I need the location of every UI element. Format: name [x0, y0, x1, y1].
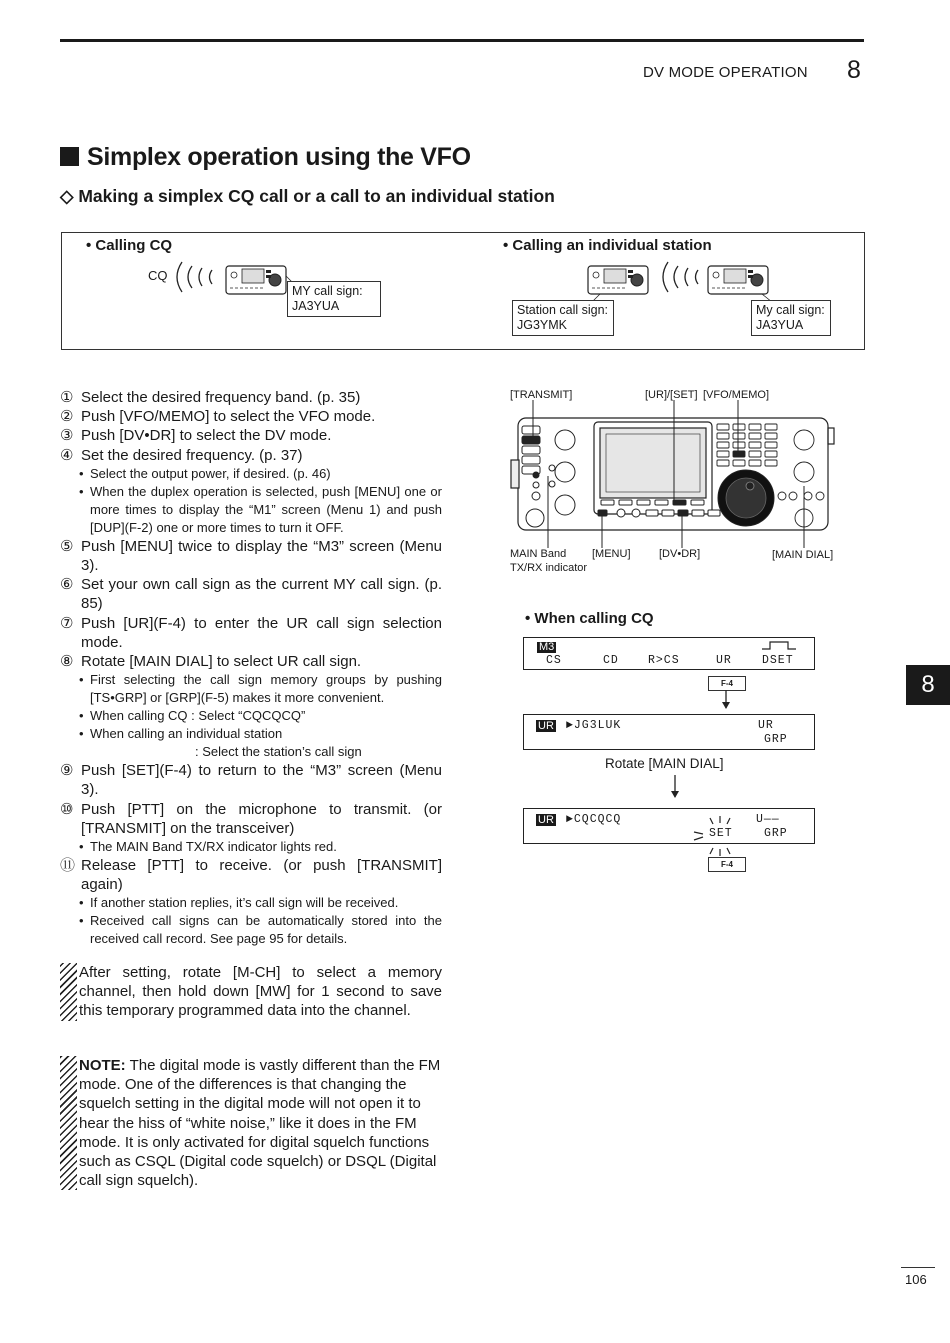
- lcd-m3-screen: [523, 637, 815, 670]
- label-ur-set: [UR]/[SET]: [645, 389, 698, 401]
- lcd-item-cs: CS: [546, 654, 562, 667]
- note-label: NOTE:: [79, 1057, 126, 1074]
- step-note-text: When calling an individual station: [90, 726, 283, 742]
- calling-cq-label: • Calling CQ: [86, 237, 173, 254]
- step-number: ③: [60, 427, 74, 445]
- lcd-cq-tag: UR: [538, 814, 554, 826]
- step-text: Release [PTT] to receive. (or push [TRANSMIT] again): [81, 857, 442, 894]
- step-note: [60, 671, 442, 707]
- label-menu: [MENU]: [592, 548, 631, 560]
- transceiver-icon: [588, 266, 648, 294]
- calling-individual-label: • Calling an individual station: [503, 237, 712, 254]
- station-call-sign-box: [512, 300, 614, 336]
- header-chapter: 8: [847, 56, 861, 84]
- step-note: [60, 912, 442, 948]
- page-number: 106: [905, 1272, 927, 1287]
- note-body: The digital mode is vastly different than the FM mode. One of the differences is that changing the squelch setting in the digital mode will not open it to hear the hiss of “white noise,” like it does in the FM mode. It is only activated for digital squelch functions such as CSQL (Digital code squelch) or DSQL (Digital call sign squelch).: [79, 1057, 441, 1190]
- transceiver-front-panel: [508, 400, 838, 550]
- procedure-steps: [60, 388, 442, 948]
- bullet-icon: •: [79, 726, 84, 742]
- step-note: [60, 743, 442, 761]
- lcd-ur-label: UR: [758, 719, 774, 732]
- step-note-text: When calling CQ : Select “CQCQCQ”: [90, 708, 306, 724]
- bullet-icon: •: [79, 839, 84, 855]
- step-number: ⑧: [60, 653, 74, 671]
- subtitle: ◇ Making a simplex CQ call or a call to an individual station: [60, 186, 555, 206]
- my-call-value: JA3YUA: [292, 299, 340, 313]
- lcd-item-ur: UR: [716, 654, 732, 667]
- my-call-sign-box-2: [751, 300, 831, 336]
- tip-text: After setting, rotate [M-CH] to select a memory channel, then hold down [MW] for 1 second to save this temporary programmed data into the channel.: [79, 964, 442, 1020]
- note-hatch-icon: [60, 1056, 77, 1190]
- step-number: ⑦: [60, 614, 74, 632]
- step-number: ⑥: [60, 576, 74, 594]
- my-call-label: MY call sign:: [292, 284, 363, 298]
- label-transmit: [TRANSMIT]: [510, 389, 573, 401]
- footer-rule: [901, 1267, 935, 1268]
- label-main-band: MAIN Band: [510, 548, 567, 560]
- chapter-tab: 8: [906, 665, 950, 705]
- lcd-ur-tag: UR: [538, 720, 554, 732]
- step-8: [60, 652, 442, 671]
- individual-transceiver-illustration: [580, 258, 780, 303]
- step-note-text: If another station replies, it’s call sign will be received.: [90, 895, 399, 911]
- step-note-text: The MAIN Band TX/RX indicator lights red.: [90, 839, 337, 855]
- my-call-label-2: My call sign:: [756, 303, 825, 317]
- my-call-sign-box: [287, 281, 381, 317]
- f4-key-2[interactable]: F-4: [708, 857, 746, 872]
- step-note-text: Received call signs can be automatically stored into the received call record. See page 95 for details.: [90, 913, 442, 947]
- note-block: [60, 1056, 442, 1190]
- lcd-cq-screen: [523, 808, 815, 844]
- step-text: Set your own call sign as the current MY call sign. (p. 85): [81, 576, 442, 613]
- step-2: [60, 407, 442, 426]
- lcd-item-cd: CD: [603, 654, 619, 667]
- when-calling-cq-heading: • When calling CQ: [525, 610, 654, 627]
- station-call-label: Station call sign:: [517, 303, 609, 317]
- step-text: Select the desired frequency band. (p. 35): [81, 389, 361, 406]
- step-note: [60, 465, 442, 483]
- bullet-icon: •: [79, 672, 84, 688]
- lcd-m3-tag: M3: [539, 641, 555, 653]
- header-rule: [60, 39, 864, 42]
- lcd-grp-label-2: GRP: [764, 827, 788, 840]
- step-number: ⑨: [60, 762, 74, 780]
- label-main-dial: [MAIN DIAL]: [772, 549, 834, 561]
- bullet-icon: [79, 743, 90, 761]
- step-10: [60, 800, 442, 838]
- step-note-text: First selecting the call sign memory groups by pushing [TS•GRP] or [GRP](F-5) makes it more convenient.: [90, 672, 442, 706]
- lcd-item-dset: DSET: [762, 654, 794, 667]
- step-number: ⑪: [60, 857, 76, 875]
- step-3: [60, 426, 442, 445]
- step-text: Rotate [MAIN DIAL] to select UR call sign.: [81, 653, 362, 671]
- step-5: [60, 537, 442, 575]
- arrow-down-icon-2: [669, 775, 681, 799]
- f4-key[interactable]: F-4: [708, 676, 746, 691]
- step-text: Push [MENU] twice to display the “M3” screen (Menu 3).: [81, 537, 442, 575]
- lcd-grp-label: GRP: [764, 733, 788, 746]
- step-text: Push [DV•DR] to select the DV mode.: [81, 427, 332, 445]
- lcd-signal-icon: [762, 640, 796, 650]
- step-text: Set the desired frequency. (p. 37): [81, 446, 303, 464]
- blinking-indicator-icon: [690, 812, 750, 862]
- step-text: Push [VFO/MEMO] to select the VFO mode.: [81, 408, 376, 426]
- lcd-ur-callsign: ►JG3LUK: [566, 719, 622, 732]
- step-note-text: Select the output power, if desired. (p. 46): [90, 465, 331, 481]
- step-4: [60, 446, 442, 465]
- step-number: ①: [60, 389, 74, 406]
- step-number: ⑩: [60, 800, 74, 818]
- step-number: ②: [60, 408, 74, 426]
- step-note: [60, 894, 442, 912]
- note-text: [79, 1056, 442, 1190]
- station-call-value: JG3YMK: [517, 318, 568, 332]
- arrow-down-icon: [720, 690, 732, 710]
- step-note-text: When the duplex operation is selected, push [MENU] one or more times to display the “M1” screen (Menu 1) and push [DUP](F-2) one or more times to turn it OFF.: [90, 483, 442, 535]
- lcd-set-label: SET: [709, 827, 733, 840]
- step-note-text: : Select the station’s call sign: [195, 744, 362, 760]
- label-dv-dr: [DV•DR]: [659, 548, 701, 560]
- header-section: DV MODE OPERATION: [643, 64, 808, 81]
- lcd-cq-callsign: ►CQCQCQ: [566, 813, 622, 826]
- tip-hatch-icon: [60, 963, 77, 1021]
- transceiver-icon: [226, 266, 286, 294]
- bullet-icon: •: [79, 465, 84, 481]
- step-7: [60, 614, 442, 652]
- page-title: Simplex operation using the VFO: [60, 143, 471, 172]
- lcd-u-label: U——: [756, 813, 780, 826]
- step-text: Push [UR](F-4) to enter the UR call sign selection mode.: [81, 614, 442, 651]
- label-txrx-indicator: TX/RX indicator: [510, 562, 588, 574]
- step-number: ④: [60, 446, 74, 464]
- bullet-icon: •: [79, 708, 84, 724]
- lcd-ur-screen: [523, 714, 815, 750]
- step-9: [60, 761, 442, 799]
- step-text: Push [SET](F-4) to return to the “M3” screen (Menu 3).: [81, 762, 442, 799]
- transceiver-icon: [708, 266, 768, 294]
- step-number: ⑤: [60, 537, 74, 555]
- step-note: [60, 707, 442, 725]
- step-note: [60, 483, 442, 537]
- step-text: Push [PTT] on the microphone to transmit. (or [TRANSMIT] on the transceiver): [81, 800, 442, 837]
- step-6: [60, 575, 442, 613]
- step-11: [60, 856, 442, 894]
- square-bullet-icon: [60, 147, 79, 166]
- lcd-item-rcs: R>CS: [648, 654, 680, 667]
- cq-transceiver-illustration: [170, 258, 295, 303]
- bullet-icon: •: [79, 895, 84, 911]
- label-vfo-memo: [VFO/MEMO]: [703, 389, 769, 401]
- bullet-icon: •: [79, 483, 84, 499]
- step-note: [60, 838, 442, 856]
- step-note: [60, 725, 442, 743]
- my-call-value-2: JA3YUA: [756, 318, 804, 332]
- cq-label: CQ: [148, 268, 168, 283]
- rotate-main-dial-label: Rotate [MAIN DIAL]: [605, 756, 724, 771]
- bullet-icon: •: [79, 913, 84, 929]
- step-1: [60, 388, 442, 407]
- tip-block: [60, 963, 442, 1021]
